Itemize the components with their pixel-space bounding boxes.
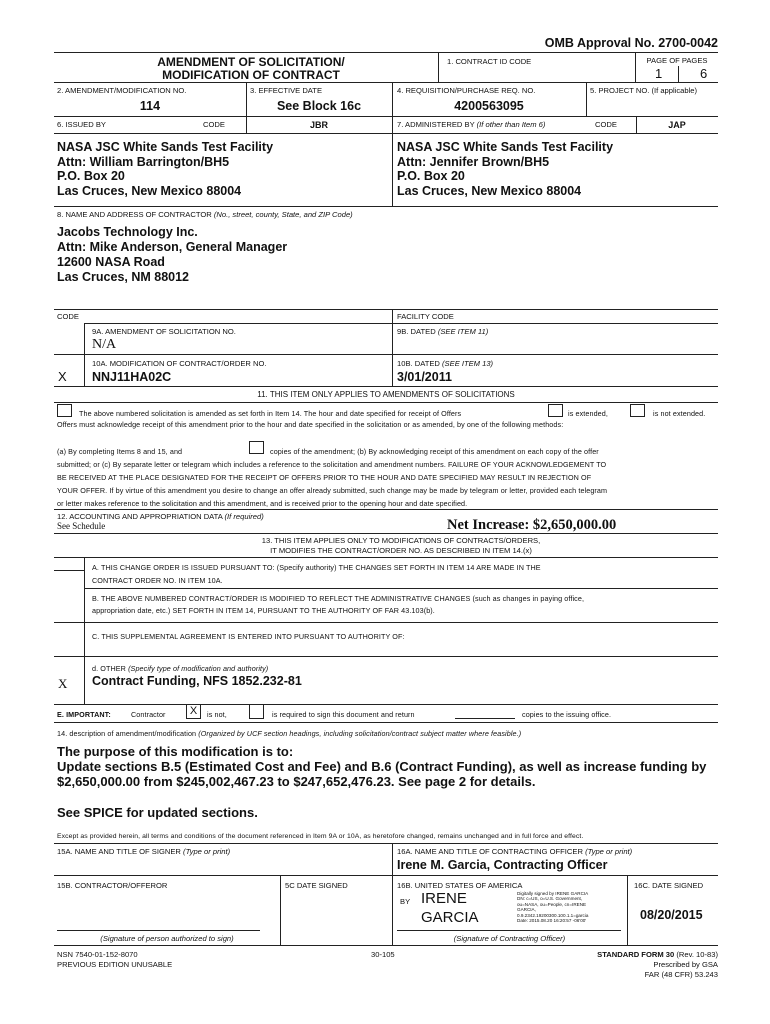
description-spice: See SPICE for updated sections.: [57, 805, 258, 820]
issued-by-label: 6. ISSUED BY: [57, 120, 106, 129]
description-label: 14. description of amendment/modification (Organized by UCF section headings, including solicitation/contract subject matter where feasible.): [57, 729, 522, 738]
item13-title2: IT MODIFIES THE CONTRACT/ORDER NO. AS DESCRIBED IN ITEM 14.(x): [270, 546, 532, 555]
officer-signature: IRENE GARCIA: [421, 890, 479, 926]
amendment-solicitation-label: 9A. AMENDMENT OF SOLICITATION NO.: [92, 327, 236, 336]
by-label: BY: [400, 897, 411, 906]
contractor-signature-caption: (Signature of person authorized to sign): [100, 934, 234, 943]
contractor-code-label: CODE: [57, 312, 79, 321]
effective-date-value: See Block 16c: [276, 99, 362, 113]
form-title-line2: MODIFICATION OF CONTRACT: [162, 68, 340, 82]
requisition-label: 4. REQUISITION/PURCHASE REQ. NO.: [397, 86, 536, 95]
modification-contract-label: 10A. MODIFICATION OF CONTRACT/ORDER NO.: [92, 359, 267, 368]
item11-checkbox-a[interactable]: [57, 404, 72, 417]
officer-date-signed-label: 16C. DATE SIGNED: [634, 881, 704, 890]
digital-signature-details: Digitally signed by IRENE GARCIA DN: c=US, o=U.S. Government, ou=NASA, ou=People, cn=IRENE GARCIA, 0.9.2342.19200300.100.1.1=garcia Date: 2015.08.20 16:20:57 -06'00': [517, 891, 589, 924]
far-reference: FAR (48 CFR) 53.243: [644, 970, 718, 979]
item13-d-label: d. OTHER (Specify type of modification and authority): [92, 664, 269, 673]
item11-line6: YOUR OFFER. If by virtue of this amendment you desire to change an offer already submitted, such change may be made by telegram or letter, provided each telegram: [57, 486, 608, 495]
item11-line3a: (a) By completing Items 8 and 15, and: [57, 447, 183, 456]
previous-edition: PREVIOUS EDITION UNUSABLE: [57, 960, 173, 969]
is-not-text: is not,: [207, 710, 227, 719]
prescribed-by: Prescribed by GSA: [653, 960, 718, 969]
officer-name-value: Irene M. Garcia, Contracting Officer: [397, 858, 608, 872]
project-no-label: 5. PROJECT NO. (If applicable): [590, 86, 698, 95]
copies-checkbox[interactable]: [249, 441, 264, 454]
except-clause: Except as provided herein, all terms and conditions of the document referenced in Item 9A or 10A, as heretofore changed, remains unchanged and in full force and effect.: [57, 833, 584, 840]
item13-a-line2: CONTRACT ORDER NO. IN ITEM 10A.: [92, 576, 223, 585]
omb-approval: OMB Approval No. 2700-0042: [544, 36, 718, 50]
item11-line4: submitted; or (c) By separate letter or telegram which includes a reference to the solicitation and amendment numbers. FAILURE OF YOUR ACKNOWLEDGEMENT TO: [57, 460, 607, 469]
dated-10b-label: 10B. DATED (SEE ITEM 13): [397, 359, 494, 368]
item13-title1: 13. THIS ITEM APPLIES ONLY TO MODIFICATIONS OF CONTRACTS/ORDERS,: [261, 536, 541, 545]
contract-id-label: 1. CONTRACT ID CODE: [447, 57, 532, 66]
requisition-value: 4200563095: [454, 99, 524, 113]
standard-form: STANDARD FORM 30 (Rev. 10-83): [597, 950, 718, 959]
admin-code-label: CODE: [595, 120, 617, 129]
facility-code-label: FACILITY CODE: [397, 312, 454, 321]
important-label: E. IMPORTANT:: [57, 710, 111, 719]
form-center-code: 30-105: [371, 950, 395, 959]
net-increase: Net Increase: $2,650,000.00: [447, 517, 617, 533]
item13-a-line1: A. THIS CHANGE ORDER IS ISSUED PURSUANT TO: (Specify authority) THE CHANGES SET FORTH IN ITEM 14 ARE MADE IN THE: [92, 563, 541, 572]
page-of-pages-label: PAGE OF PAGES: [646, 56, 708, 65]
amendment-no-label: 2. AMENDMENT/MODIFICATION NO.: [57, 86, 187, 95]
copies-text: copies to the issuing office.: [522, 710, 612, 719]
is-not-extended-checkbox[interactable]: [630, 404, 645, 417]
item13-b-line1: B. THE ABOVE NUMBERED CONTRACT/ORDER IS MODIFIED TO REFLECT THE ADMINISTRATIVE CHANGES (such as changes in paying office,: [92, 594, 585, 603]
dated-10b-value: 3/01/2011: [397, 370, 452, 384]
page-count: 6: [700, 66, 708, 81]
item13-d-check-mark[interactable]: X: [58, 676, 68, 691]
item11-line5: BE RECEIVED AT THE PLACE DESIGNATED FOR THE RECEIPT OF OFFERS PRIOR TO THE HOUR AND DATE SPECIFIED MAY RESULT IN REJECTION OF: [57, 473, 592, 482]
amendment-solicitation-value: N/A: [92, 337, 117, 352]
issued-code-label: CODE: [203, 120, 225, 129]
is-required-text: is required to sign this document and return: [272, 710, 415, 719]
accounting-label: 12. ACCOUNTING AND APPROPRIATION DATA (If required): [57, 512, 264, 521]
contractor-date-signed-label: 5C DATE SIGNED: [285, 881, 348, 890]
nsn-number: NSN 7540-01-152-8070: [57, 950, 138, 959]
contractor-address: Jacobs Technology Inc. Attn: Mike Anderson, General Manager 12600 NASA Road Las Cruces, NM 88012: [57, 225, 288, 284]
item13-b-line2: appropriation date, etc.) SET FORTH IN ITEM 14, PURSUANT TO THE AUTHORITY OF FAR 43.103(b).: [92, 606, 435, 615]
issued-by-address: NASA JSC White Sands Test Facility Attn: William Barrington/BH5 P.O. Box 20 Las Cruces, New Mexico 88004: [57, 140, 274, 198]
officer-name-label: 16A. NAME AND TITLE OF CONTRACTING OFFICER (Type or print): [397, 847, 633, 856]
dated-9b-label: 9B. DATED (SEE ITEM 11): [397, 327, 489, 336]
issued-code-value: JBR: [309, 120, 328, 130]
item11-line2: Offers must acknowledge receipt of this amendment prior to the hour and date specified in the solicitation or as amended, by one of the following methods:: [57, 420, 564, 429]
amendment-no-value: 114: [139, 99, 161, 113]
united-states-label: 16B. UNITED STATES OF AMERICA: [397, 881, 523, 890]
signer-name-label: 15A. NAME AND TITLE OF SIGNER (Type or print): [57, 847, 231, 856]
form-title-line1: AMENDMENT OF SOLICITATION/: [157, 55, 345, 69]
description-body: The purpose of this modification is to: Update sections B.5 (Estimated Cost and Fee) and B.6 (Contract Funding), as well as increase funding by $2,650,000.00 from $245,002,467.23 to $247,652,476.23. See page 2 for details.: [57, 744, 707, 789]
effective-date-label: 3. EFFECTIVE DATE: [250, 86, 323, 95]
important-contractor: Contractor: [131, 710, 166, 719]
admin-code-value: JAP: [668, 120, 686, 130]
modification-contract-value: NNJ11HA02C: [92, 370, 172, 384]
administered-by-label: 7. ADMINISTERED BY (If other than Item 6): [397, 120, 546, 129]
item11-line7: or letter makes reference to the solicitation and this amendment, and is received prior to the opening hour and date specified.: [57, 499, 468, 508]
accounting-value: See Schedule: [57, 521, 106, 531]
officer-date-signed-value: 08/20/2015: [640, 908, 703, 922]
is-not-checkbox[interactable]: X: [186, 704, 201, 719]
item11-line3b: copies of the amendment; (b) By acknowledging receipt of this amendment on each copy of the offer: [270, 447, 599, 456]
item13-d-value: Contract Funding, NFS 1852.232-81: [92, 674, 302, 688]
contractor-offeror-label: 15B. CONTRACTOR/OFFEROR: [57, 881, 168, 890]
contractor-label: 8. NAME AND ADDRESS OF CONTRACTOR (No., street, county, State, and ZIP Code): [57, 210, 353, 219]
item11-title: 11. THIS ITEM ONLY APPLIES TO AMENDMENTS OF SOLICITATIONS: [257, 390, 515, 399]
item13-c-line1: C. THIS SUPPLEMENTAL AGREEMENT IS ENTERED INTO PURSUANT TO AUTHORITY OF:: [92, 632, 405, 641]
page-number: 1: [655, 66, 663, 81]
is-required-checkbox[interactable]: [249, 704, 264, 719]
is-extended-checkbox[interactable]: [548, 404, 563, 417]
is-extended-text: is extended,: [568, 409, 608, 418]
administered-by-address: NASA JSC White Sands Test Facility Attn: Jennifer Brown/BH5 P.O. Box 20 Las Cruces, New Mexico 88004: [397, 140, 614, 198]
item11-line1: The above numbered solicitation is amended as set forth in Item 14. The hour and date specified for receipt of Offers: [79, 409, 462, 418]
officer-signature-caption: (Signature of Contracting Officer): [453, 934, 566, 943]
modification-check-mark[interactable]: X: [58, 369, 67, 384]
is-not-extended-text: is not extended.: [653, 409, 706, 418]
